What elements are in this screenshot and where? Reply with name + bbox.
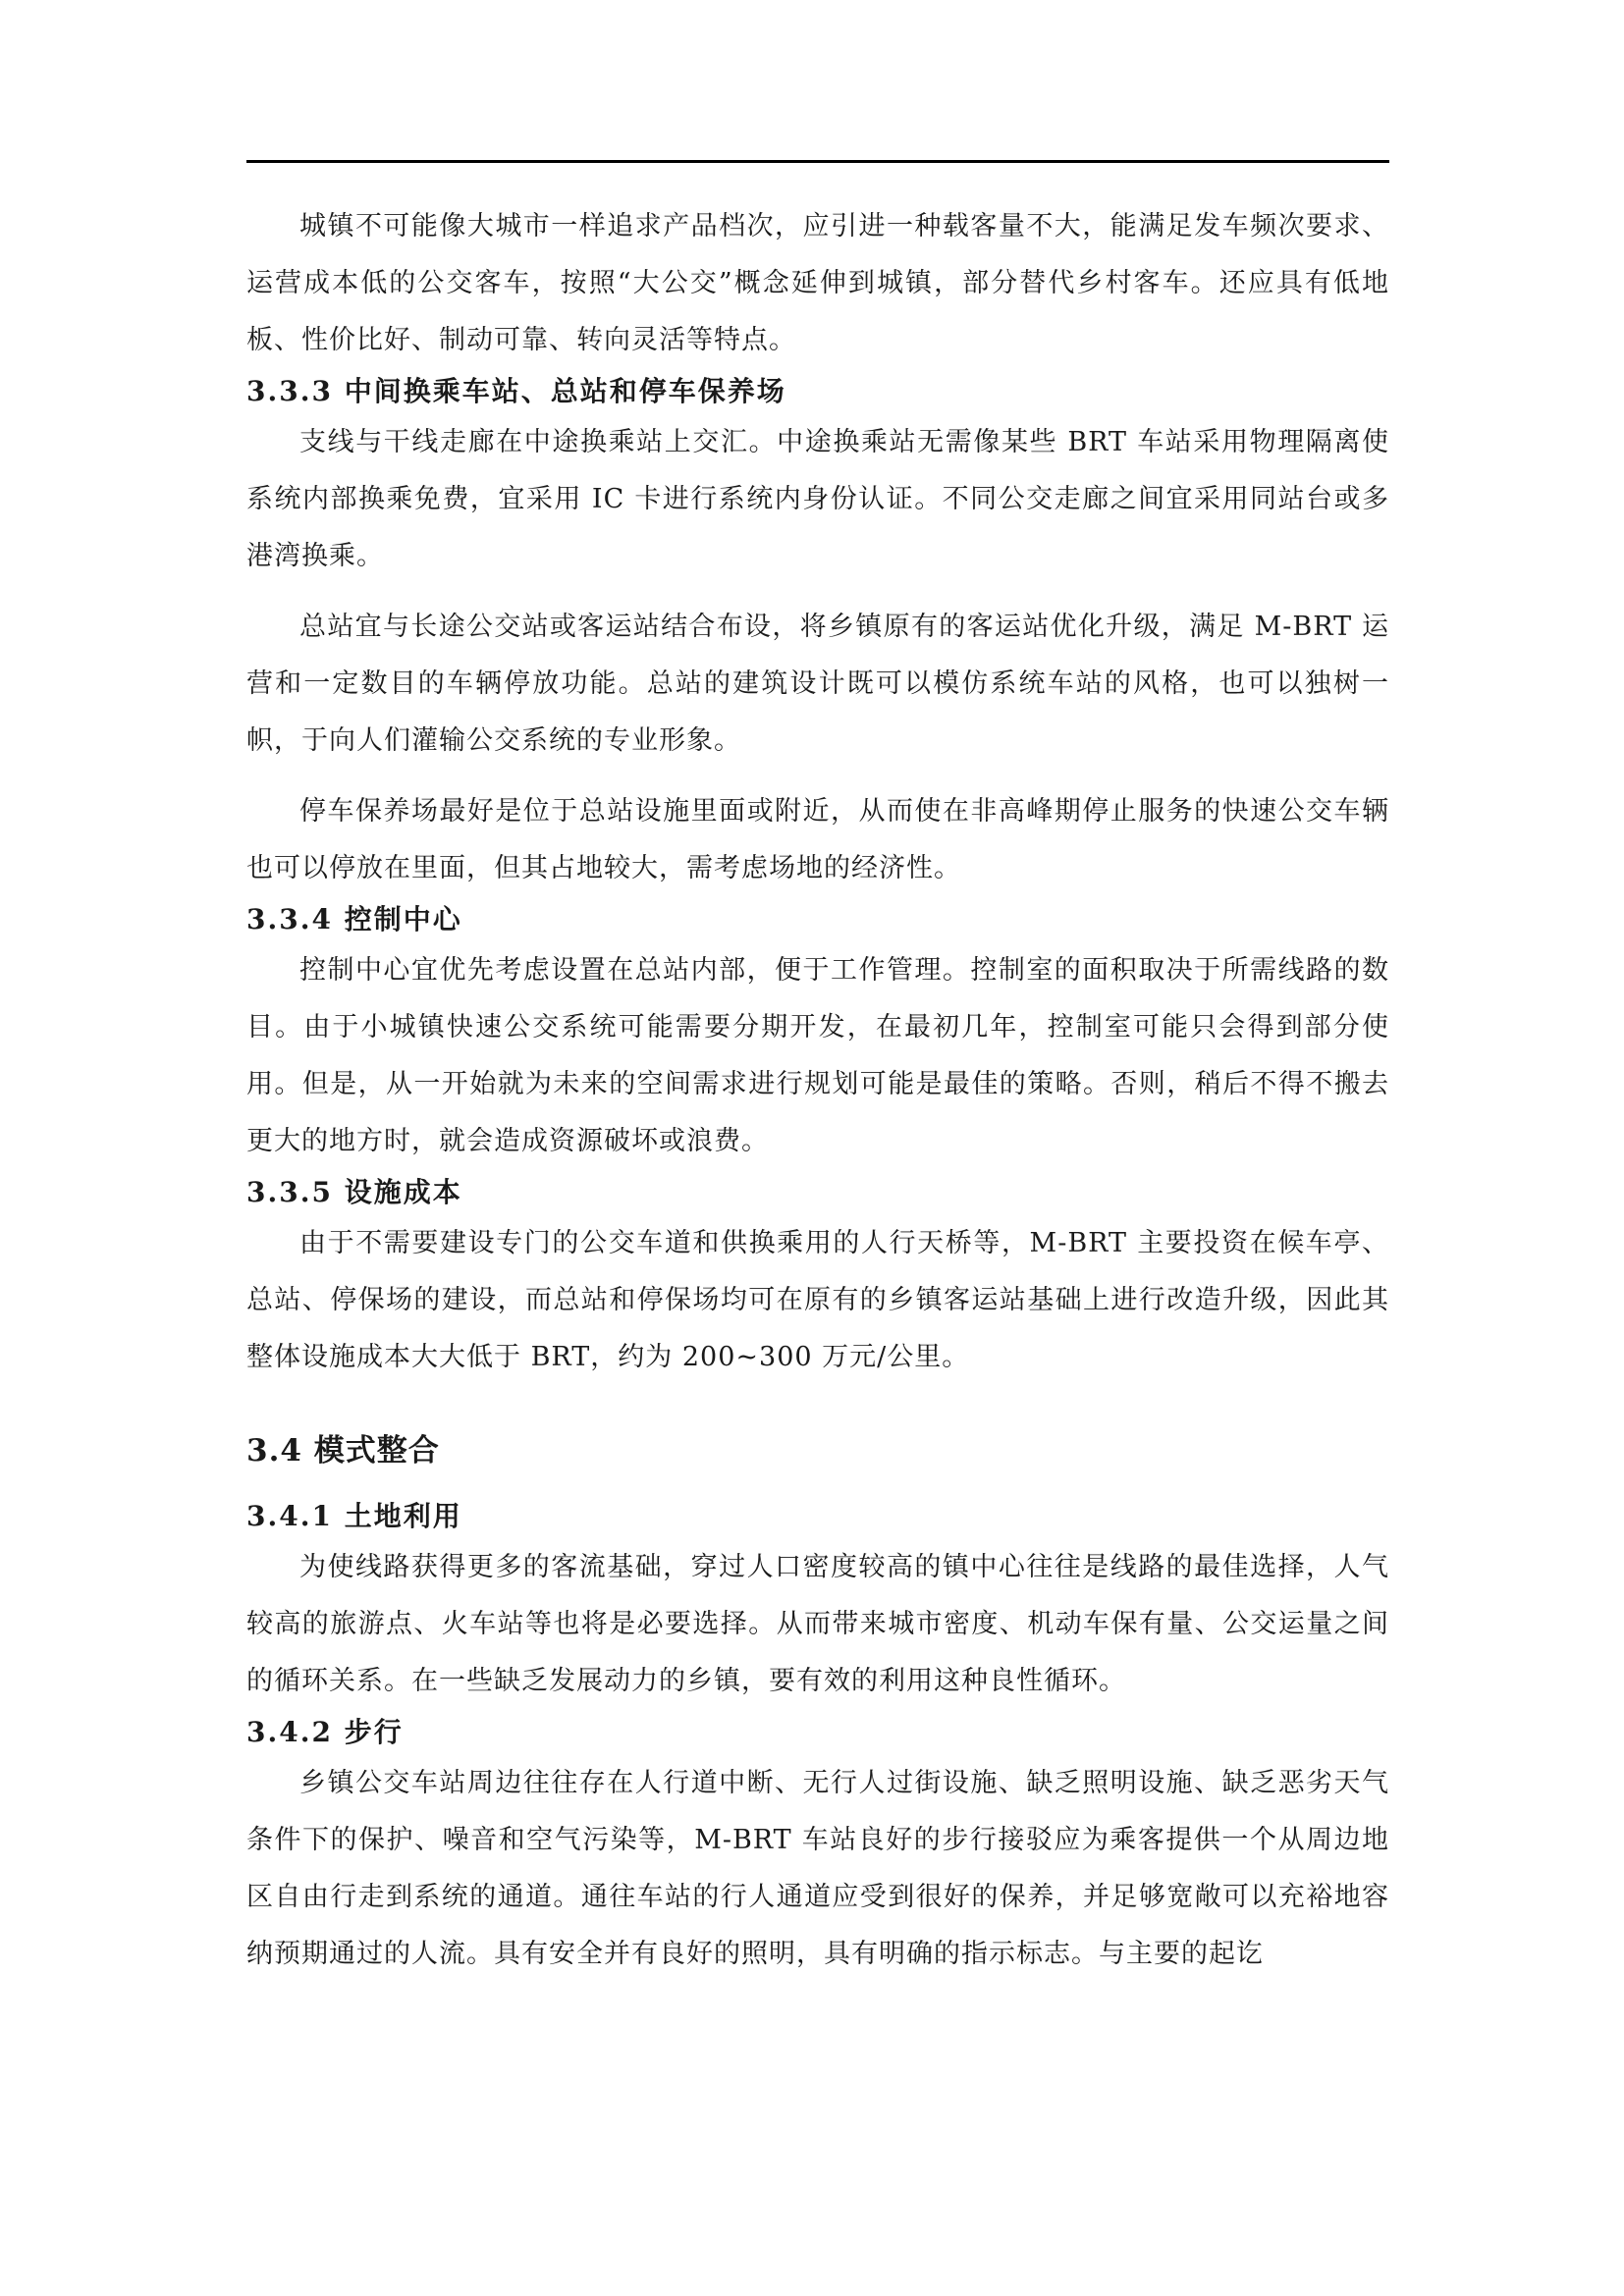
- paragraph-3-4-2: 乡镇公交车站周边往往存在人行道中断、无行人过街设施、缺乏照明设施、缺乏恶劣天气条件下的保护、噪音和空气污染等，M-BRT 车站良好的步行接驳应为乘客提供一个从周边地区自由行走到系统的通道。通往车站的行人通道应受到很好的保养，并足够宽敞可以充裕地容纳预期通过的人流。具有安全并有良好的照明，具有明确的指示标志。与主要的起讫: [246, 1768, 1389, 1969]
- paragraph-3-3-3-terminal: 总站宜与长途公交站或客运站结合布设，将乡镇原有的客运站优化升级，满足 M-BRT 运营和一定数目的车辆停放功能。总站的建筑设计既可以模仿系统车站的风格，也可以独树一帜，于向人们灌输公交系统的专业形象。: [246, 612, 1389, 756]
- heading-3-4-1: 3.4.1 土地利用: [246, 1500, 462, 1532]
- paragraph-3-3-5: 由于不需要建设专门的公交车道和供换乘用的人行天桥等，M-BRT 主要投资在候车亭、总站、停保场的建设，而总站和停保场均可在原有的乡镇客运站基础上进行改造升级，因此其整体设施成本大大低于 BRT，约为 200~300 万元/公里。: [246, 1228, 1389, 1372]
- paragraph-3-4-1: 为使线路获得更多的客流基础，穿过人口密度较高的镇中心往往是线路的最佳选择，人气较高的旅游点、火车站等也将是必要选择。从而带来城市密度、机动车保有量、公交运量之间的循环关系。在一些缺乏发展动力的乡镇，要有效的利用这种良性循环。: [246, 1552, 1389, 1696]
- header-rule: [246, 160, 1389, 163]
- document-body: [246, 198, 1389, 1983]
- heading-3-3-4: 3.3.4 控制中心: [246, 903, 462, 935]
- paragraph-3-3-3-depot: 停车保养场最好是位于总站设施里面或附近，从而使在非高峰期停止服务的快速公交车辆也可以停放在里面，但其占地较大，需考虑场地的经济性。: [246, 796, 1389, 883]
- heading-3-4: 3.4 模式整合: [246, 1433, 440, 1468]
- paragraph-intro: 城镇不可能像大城市一样追求产品档次，应引进一种载客量不大，能满足发车频次要求、运营成本低的公交客车，按照“大公交”概念延伸到城镇，部分替代乡村客车。还应具有低地板、性价比好、制动可靠、转向灵活等特点。: [246, 211, 1389, 355]
- paragraph-3-3-4: 控制中心宜优先考虑设置在总站内部，便于工作管理。控制室的面积取决于所需线路的数目。由于小城镇快速公交系统可能需要分期开发，在最初几年，控制室可能只会得到部分使用。但是，从一开始就为未来的空间需求进行规划可能是最佳的策略。否则，稍后不得不搬去更大的地方时，就会造成资源破坏或浪费。: [246, 955, 1389, 1156]
- heading-3-4-2: 3.4.2 步行: [246, 1716, 404, 1748]
- heading-3-3-5: 3.3.5 设施成本: [246, 1176, 462, 1208]
- paragraph-3-3-3-transfer: 支线与干线走廊在中途换乘站上交汇。中途换乘站无需像某些 BRT 车站采用物理隔离使系统内部换乘免费，宜采用 IC 卡进行系统内身份认证。不同公交走廊之间宜采用同站台或多港湾换乘。: [246, 427, 1389, 571]
- heading-3-3-3: 3.3.3 中间换乘车站、总站和停车保养场: [246, 375, 786, 407]
